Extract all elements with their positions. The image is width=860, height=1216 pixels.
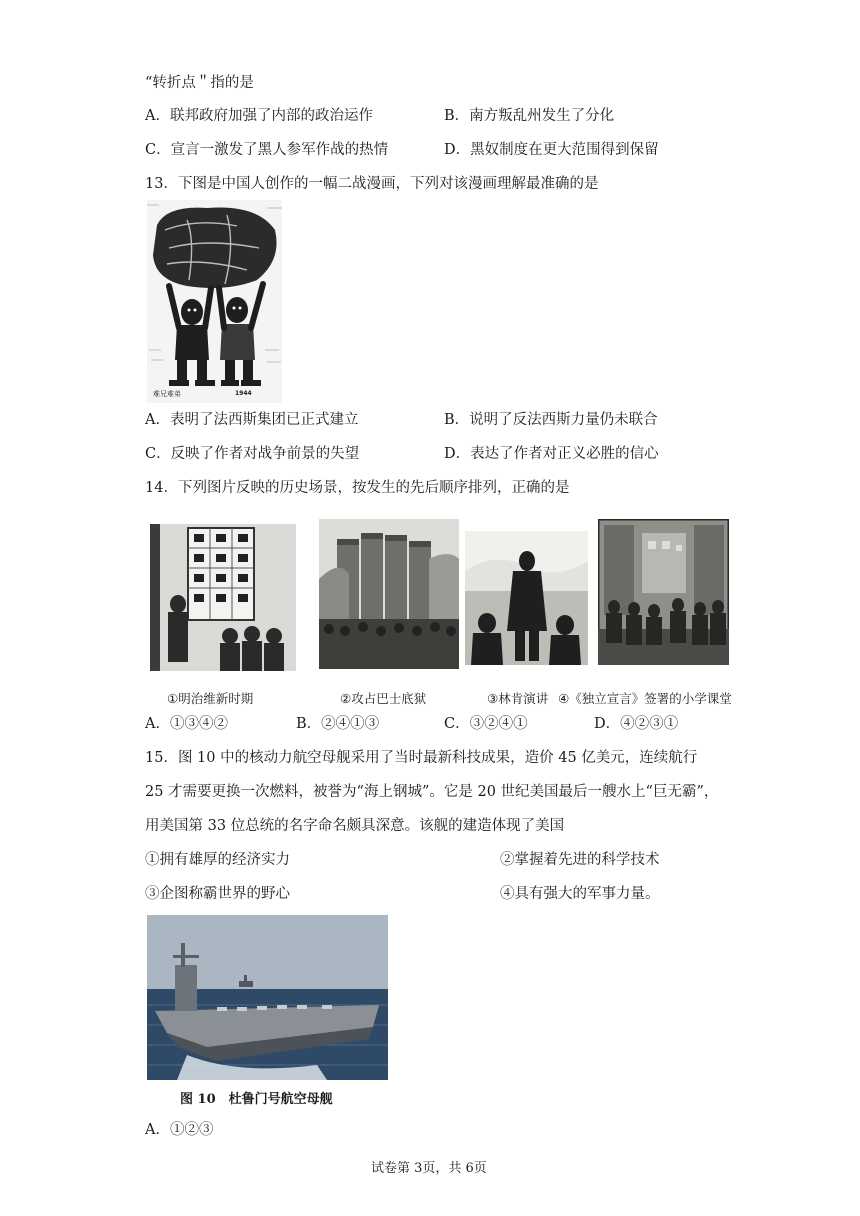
q14-option-c: C．③②④① (444, 716, 528, 732)
q12-option-b: B．南方叛乱州发生了分化 (444, 108, 615, 124)
q14-caption-3: ③林肯演讲 (487, 691, 549, 706)
q15-item-1: ①拥有雄厚的经济实力 (145, 852, 290, 868)
q15-aircraft-carrier-image (147, 915, 388, 1080)
q13-cartoon-image (147, 200, 282, 403)
q14-stem: 14．下列图片反映的历史场景，按发生的先后顺序排列，正确的是 (145, 480, 570, 496)
page-footer: 试卷第 3页，共 6页 (371, 1161, 487, 1176)
q14-option-d: D．④②③① (594, 716, 679, 732)
q15-stem-line-1: 15．图 10 中的核动力航空母舰采用了当时最新科技成果，造价 45 亿美元，连续航行 (145, 750, 698, 766)
q15-figure-caption: 图 10 杜鲁门号航空母舰 (180, 1092, 333, 1107)
q15-stem-line-2: 25 才需要更换一次燃料，被誉为“海上钢城”。它是 20 世纪美国最后一艘水上“巨无霸”， (145, 784, 719, 800)
q14-option-b: B．②④①③ (296, 716, 380, 732)
q13-option-b: B．说明了反法西斯力量仍未联合 (444, 412, 658, 428)
q13-cartoon-year: 1944 (235, 390, 252, 397)
q15-item-3: ③企图称霸世界的野心 (145, 886, 290, 902)
q14-image-lincoln-speech (465, 531, 588, 665)
q13-option-c: C．反映了作者对战争前景的失望 (145, 446, 360, 462)
q12-stem-tail: “转折点＂指的是 (145, 75, 254, 91)
q14-option-a: A．①③④② (145, 716, 228, 732)
q14-caption-4: ④《独立宣言》签署的小学课堂 (558, 691, 732, 706)
q13-option-d: D．表达了作者对正义必胜的信心 (444, 446, 659, 462)
q13-cartoon-title: 难兄难弟 (153, 390, 181, 398)
q14-caption-1: ①明治维新时期 (167, 691, 254, 706)
q14-image-declaration-signing (598, 519, 729, 665)
q14-image-bastille (319, 519, 459, 669)
q15-option-a: A．①②③ (145, 1122, 214, 1138)
q14-caption-2: ②攻占巴士底狱 (340, 691, 427, 706)
q12-option-a: A．联邦政府加强了内部的政治运作 (145, 108, 373, 124)
q15-item-2: ②掌握着先进的科学技术 (500, 852, 660, 868)
q15-stem-line-3: 用美国第 33 位总统的名字命名颇具深意。该舰的建造体现了美国 (145, 818, 565, 834)
q13-stem: 13．下图是中国人创作的一幅二战漫画，下列对该漫画理解最准确的是 (145, 176, 599, 192)
q15-item-4: ④具有强大的军事力量。 (500, 886, 660, 902)
q12-option-c: C．宣言一激发了黑人参军作战的热情 (145, 142, 389, 158)
q14-image-meiji-classroom (150, 524, 296, 671)
q13-option-a: A．表明了法西斯集团已正式建立 (145, 412, 359, 428)
q12-option-d: D．黑奴制度在更大范围得到保留 (444, 142, 659, 158)
